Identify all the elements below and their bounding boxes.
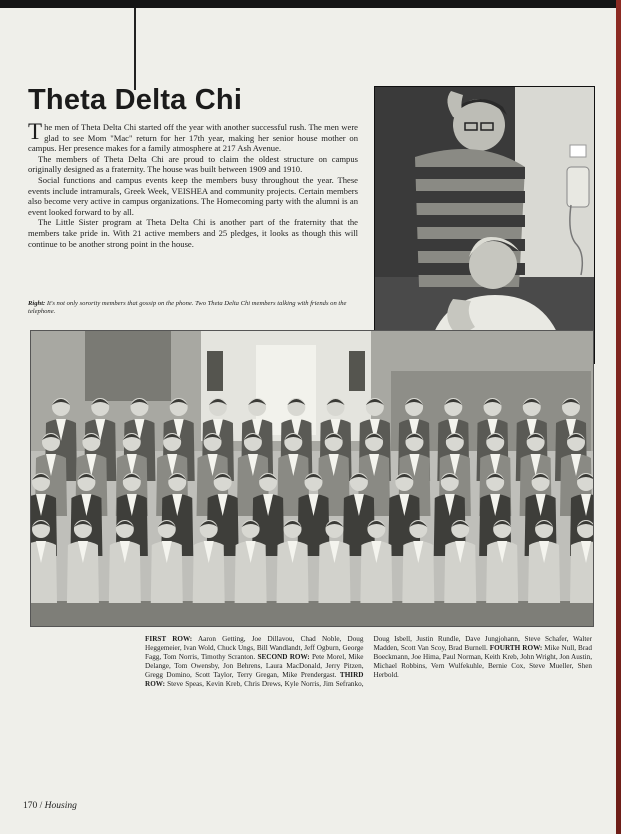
row1-names: Aaron Getting, Joe Dillavou, Chad Noble, Doug Heggemeier, Ivan Wold, Chuck Ungs, Bill Wandlandt, Jeff Ogburn, George Fagg, Tom Norris, Timothy Scranton. bbox=[145, 635, 364, 662]
photo-caption bbox=[28, 300, 360, 317]
drop-cap: T bbox=[28, 119, 43, 144]
row3-label: THIRD ROW: bbox=[145, 671, 364, 689]
page-title: Theta Delta Chi bbox=[28, 84, 243, 116]
row2-label: SECOND ROW: bbox=[257, 653, 310, 662]
paragraph-1 bbox=[28, 119, 358, 154]
paragraph-4: The Little Sister program at Theta Delta Chi is another part of the fraternity that the members take pride in. With 21 active members and 25 pledges, it looks as though this will continue to be another strong point in the house. bbox=[28, 217, 358, 249]
telephone-photo bbox=[374, 86, 595, 364]
row4-names: Mike Null, Brad Boeckmann, Joe Hima, Paul Norman, Keith Kreb, John Wright, Jon Austin, Michael Robbins, Vern Wulfekuhle, Bernie Cox, Steve Mueller, Shen Herbold. bbox=[373, 644, 593, 680]
paragraph-3: Social functions and campus events keep the members busy throughout the year. These events include intramurals, Greek Week, VEISHEA and community projects. Certain members also become very active in campus organizations. The Homecoming party with the alumni is an event looked forward to by all. bbox=[28, 174, 358, 217]
folio-section: Housing bbox=[44, 801, 77, 811]
page-folio: 170 / Housing bbox=[23, 801, 77, 811]
folio-number: 170 bbox=[23, 801, 38, 811]
column-rule bbox=[134, 8, 136, 90]
member-figure bbox=[31, 541, 57, 603]
caption-text: It's not only sorority members that gossip on the phone. Two Theta Delta Chi members talking with friends on the telephone. bbox=[28, 300, 347, 316]
group-photo bbox=[30, 330, 594, 627]
caption-lead: Right: bbox=[28, 300, 46, 307]
telephone-photo-image bbox=[375, 87, 595, 364]
page-edge bbox=[616, 0, 621, 834]
row2-names: Pete Morel, Mike Delange, Tom Owensby, Jon Behrens, Laura MacDonald, Jerry Pitzen, Gregg Domino, Scott Taylor, Terry Gregan, Mike Prendergast. bbox=[145, 653, 364, 680]
roster-names bbox=[145, 635, 592, 690]
row3-names: Steve Speas, Kevin Kreb, Chris Drews, Kyle Norris, Jim Sefranko, Doug Isbell, Justin Rundle, Dave Jungjohann, Steve Schafer, Walter Madden, Scott Van Scoy, Brad Burnell. bbox=[164, 635, 592, 689]
top-border bbox=[0, 0, 621, 8]
row4-label: FOURTH ROW: bbox=[489, 644, 543, 653]
paragraph-1-text: he men of Theta Delta Chi started off the year with another successful rush. The men were glad to see Mom "Mac" return for her 17th year, making her senior house mother on campus. Her presence makes for a family atmosphere at 217 Ash Avenue. bbox=[28, 122, 358, 154]
paragraph-2: The members of Theta Delta Chi are proud to claim the oldest structure on campus originally designed as a fraternity. The house was built between 1909 and 1910. bbox=[28, 153, 358, 175]
row1-label: FIRST ROW: bbox=[145, 635, 193, 643]
article-body bbox=[28, 119, 358, 249]
group-photo-image bbox=[31, 331, 594, 627]
member-figure bbox=[570, 541, 594, 603]
